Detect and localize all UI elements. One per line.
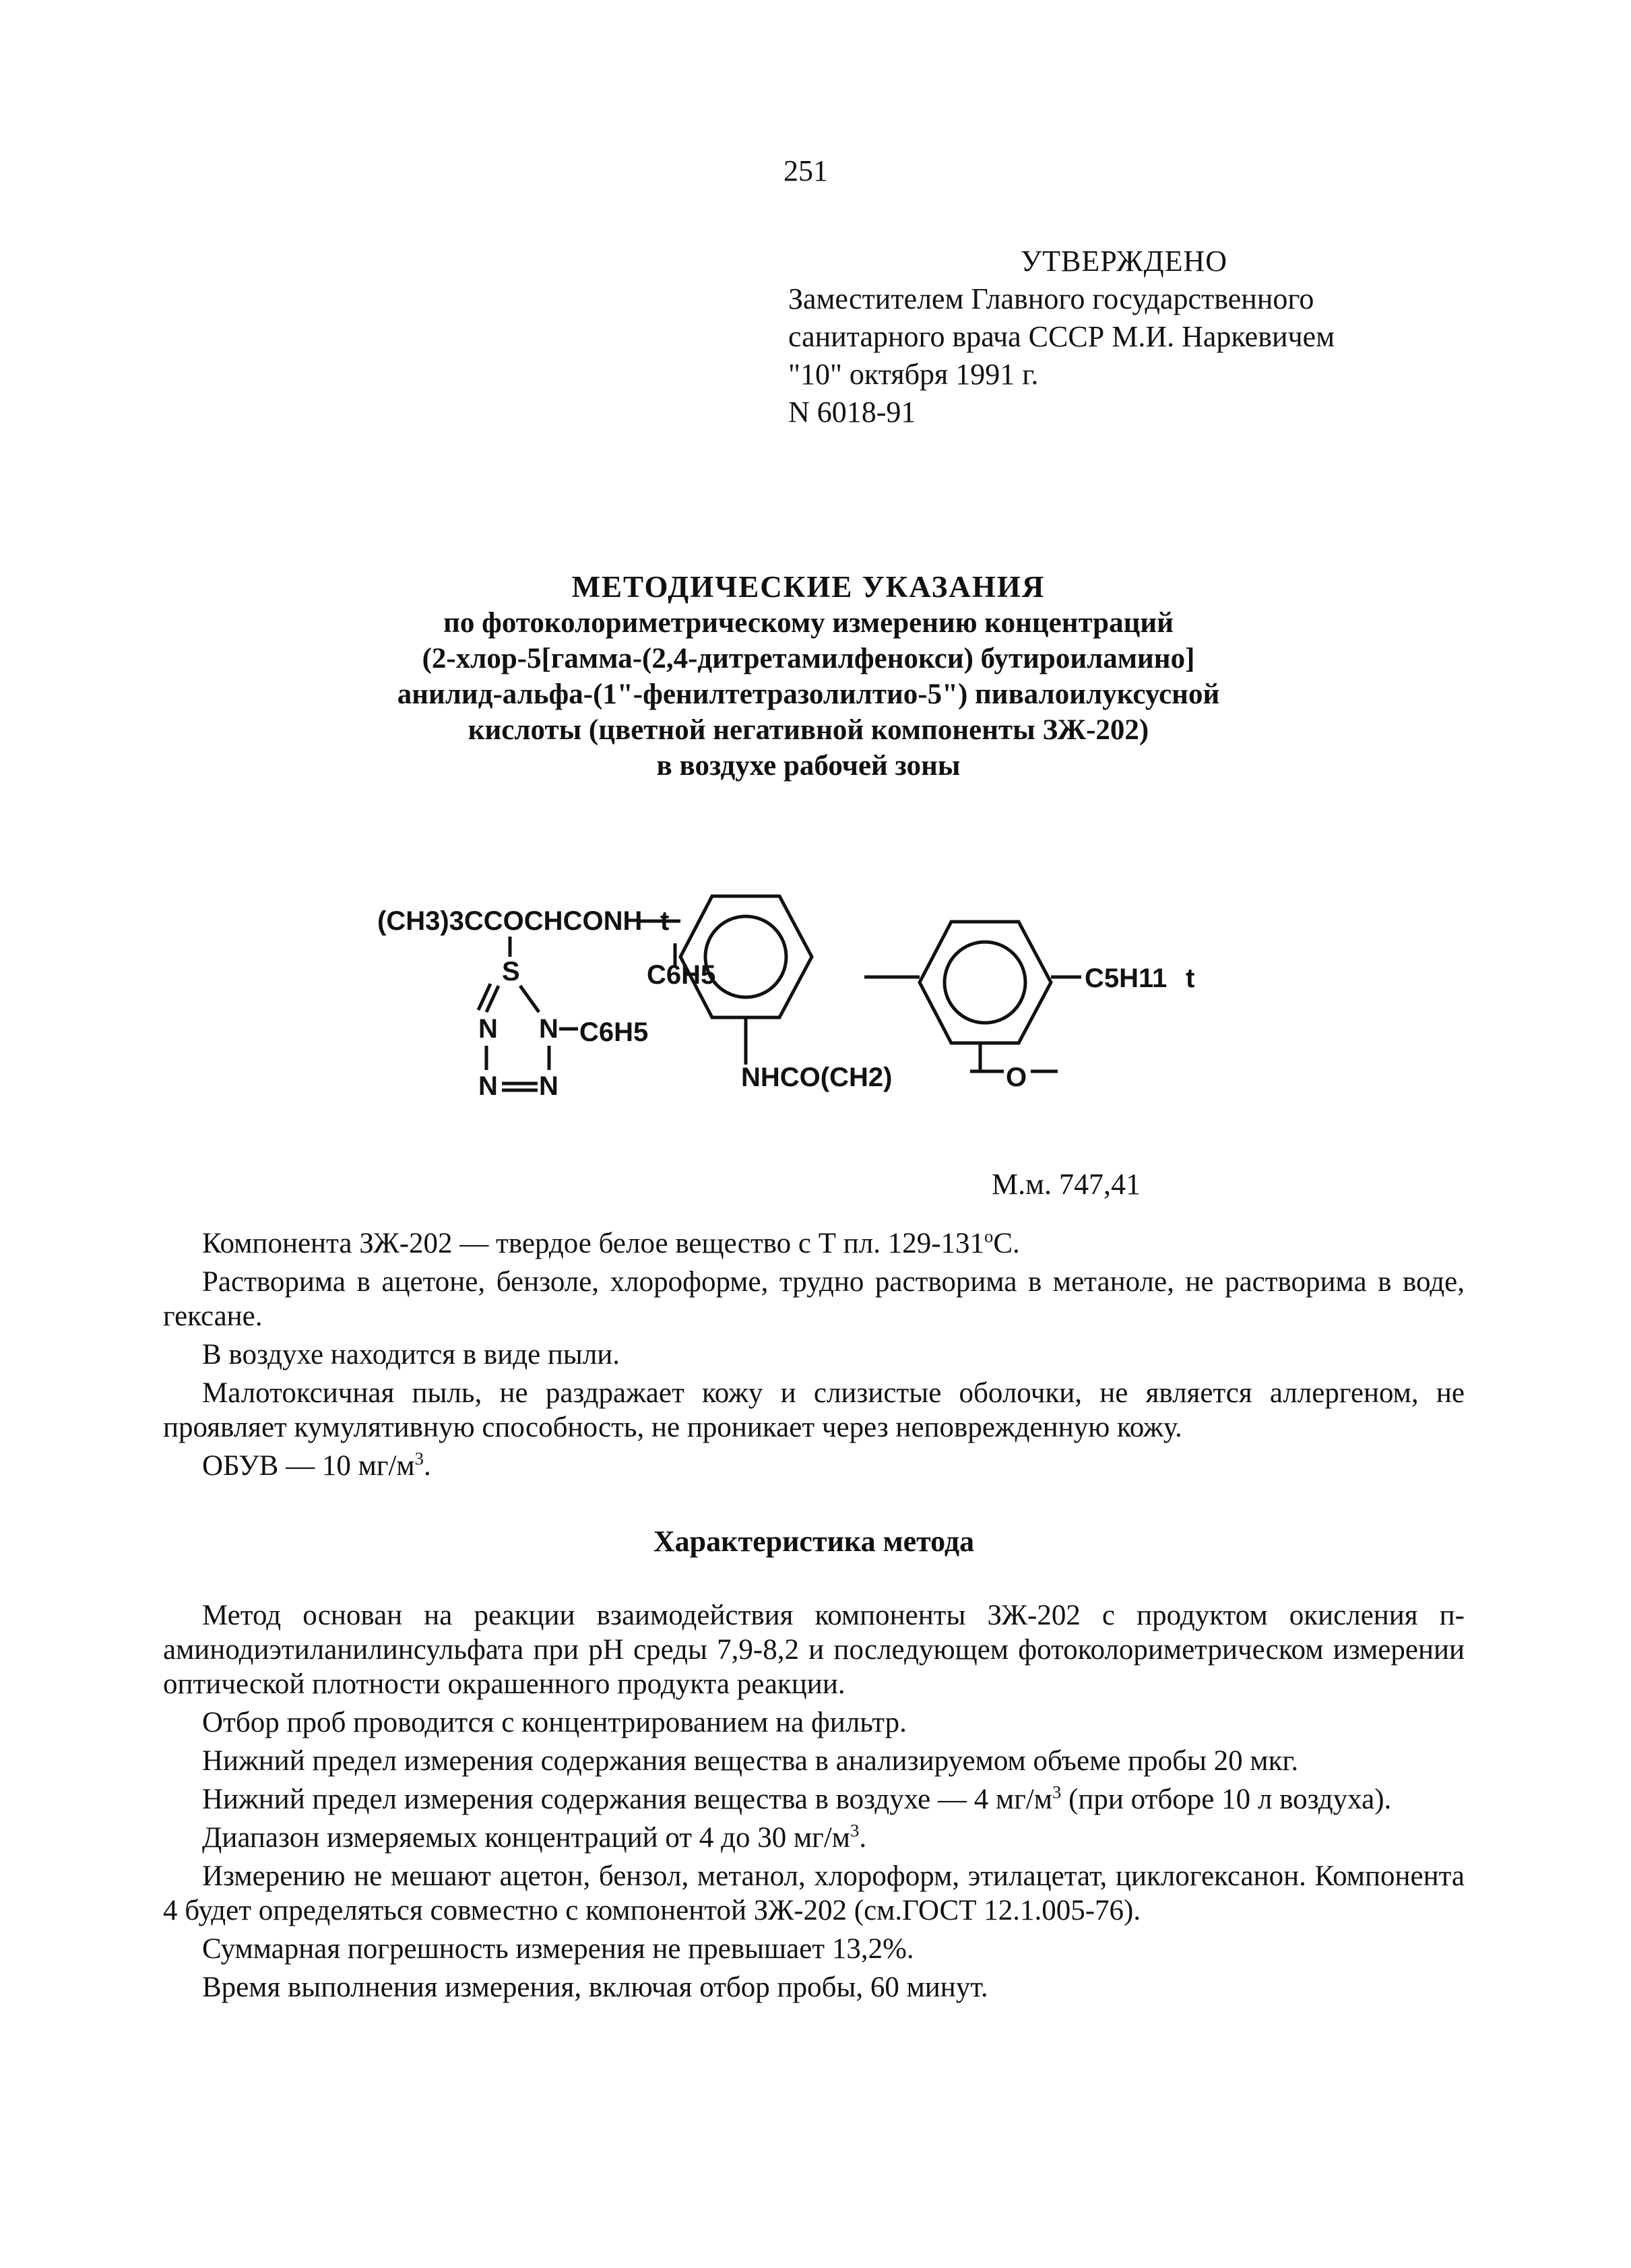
- tetrazole-n3: N: [478, 1071, 498, 1101]
- section-title: Характеристика метода: [653, 1525, 975, 1558]
- method-p4: Нижний предел измерения содержания вещества в воздухе — 4 $мг/м^3$ (при отборе 10 л воздуха).: [202, 1782, 1392, 1815]
- description-p1: Компонента ЗЖ-202 — твердое белое вещество с Т пл. $129-131^оС$.: [202, 1226, 1020, 1259]
- page-number: 251: [783, 154, 828, 187]
- molecular-mass: М.м. 747,41: [992, 1168, 1141, 1201]
- description-p2: Растворима в ацетоне, бензоле, хлороформе, трудно растворима в метаноле, не растворима в воде, гексане.: [163, 1266, 1465, 1332]
- benzene-ring-right: [920, 922, 1051, 1043]
- benzene-ring-left: [680, 896, 812, 1017]
- formula-group-c5h11: C5H11: [1085, 964, 1168, 993]
- title-line-2: по фотоколориметрическому измерению концентраций: [443, 607, 1174, 639]
- approval-heading: УТВЕРЖДЕНО: [1021, 245, 1228, 278]
- description-section: [163, 1226, 1465, 1487]
- method-p3: Нижний предел измерения содержания вещества в анализируемом объеме пробы 20 мкг.: [202, 1745, 1299, 1777]
- method-p5: Диапазон измеряемых концентраций от 4 до 30 $мг/м^3$.: [202, 1820, 867, 1854]
- approval-line-1: Заместителем Главного государственного: [788, 282, 1314, 315]
- formula-group-top: (CH3)3CCOCHCONH: [377, 906, 643, 936]
- formula-group-s: S: [502, 957, 520, 986]
- title-line-6: в воздухе рабочей зоны: [656, 750, 961, 782]
- structural-formula: [377, 869, 1213, 1132]
- formula-group-t: t: [660, 906, 670, 936]
- method-section: [163, 1598, 1465, 2009]
- tetrazole-n1: N: [478, 1014, 498, 1044]
- method-p6: Измерению не мешают ацетон, бензол, метанол, хлороформ, этилацетат, циклогексанон. Компонента 4 будет определяться совместно с компонентой ЗЖ-202 (см.ГОСТ 12.1.005-76).: [163, 1860, 1465, 1926]
- approval-block: [788, 243, 1335, 431]
- formula-group-c6h5-left: C6H5: [579, 1017, 649, 1047]
- formula-group-bottom: NHCO(CH2): [741, 1063, 893, 1092]
- title-line-3: (2-хлор-5[гамма-(2,4-дитретамилфенокси) бутироиламино]: [422, 643, 1195, 674]
- tetrazole-n4: N: [539, 1071, 558, 1101]
- description-p4: Малотоксичная пыль, не раздражает кожу и слизистые оболочки, не является аллергеном, не проявляет кумулятивную способность, не проникает через неповрежденную кожу.: [163, 1377, 1465, 1443]
- formula-group-t2: t: [1186, 964, 1195, 993]
- method-p2: Отбор проб проводится с концентрированием на фильтр.: [202, 1707, 907, 1738]
- document-title: [296, 569, 1320, 784]
- title-line-1: МЕТОДИЧЕСКИЕ УКАЗАНИЯ: [571, 570, 1046, 604]
- method-p7: Суммарная погрешность измерения не превышает 13,2%.: [202, 1933, 914, 1965]
- tetrazole-n2: N: [539, 1014, 558, 1044]
- title-line-5: кислоты (цветной негативной компоненты ЗЖ-202): [468, 714, 1149, 746]
- approval-line-4: N 6018-91: [788, 396, 916, 429]
- formula-group-o: O: [1006, 1063, 1027, 1092]
- approval-line-2: санитарного врача СССР М.И. Наркевичем: [788, 320, 1335, 353]
- approval-line-3: "10" октября 1991 г.: [788, 358, 1039, 391]
- method-p8: Время выполнения измерения, включая отбор пробы, 60 минут.: [202, 1972, 988, 2003]
- description-p3: В воздухе находится в виде пыли.: [202, 1339, 620, 1371]
- method-p1: Метод основан на реакции взаимодействия компоненты ЗЖ-202 с продуктом окисления п-аминодиэтиланилинсульфата при рН среды 7,9-8,2 и последующем фотоколориметрическом измерении оптической плотности окрашенного продукта реакции.: [163, 1600, 1465, 1700]
- description-p5: ОБУВ — 10 $мг/м^3$.: [202, 1448, 431, 1482]
- formula-group-c6h5-right: C6H5: [647, 960, 716, 990]
- title-line-4: анилид-альфа-(1"-фенилтетразолилтио-5") пивалоилуксусной: [397, 679, 1220, 710]
